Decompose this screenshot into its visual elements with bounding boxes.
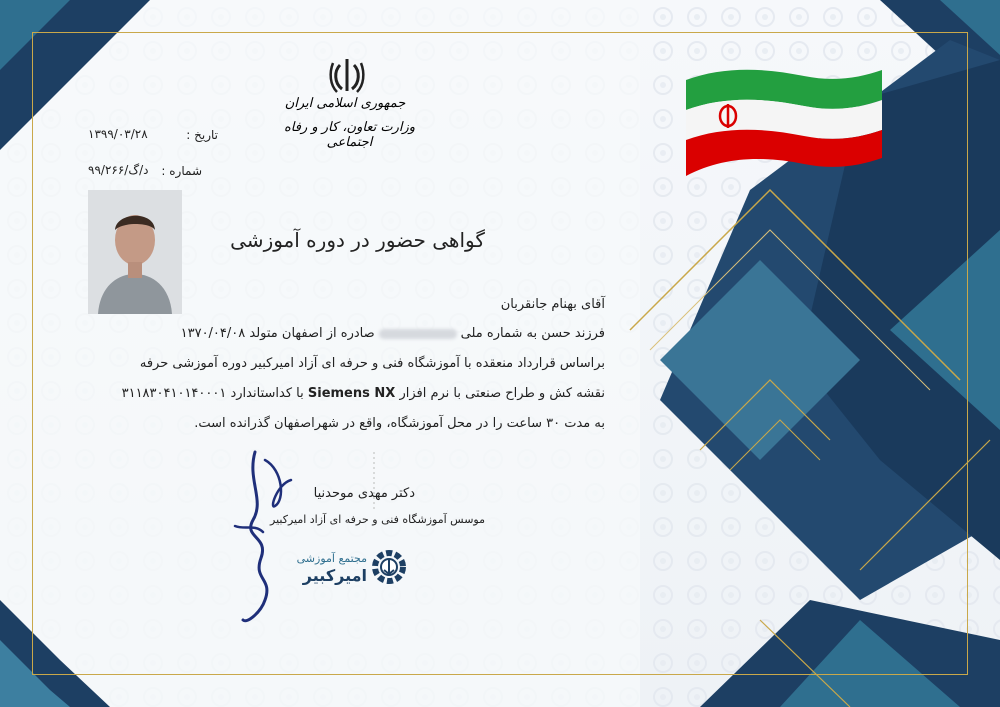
- software-name: Siemens NX: [307, 386, 396, 401]
- signatory-name: دکتر مهدی موحدنیا: [313, 486, 415, 501]
- iran-flag: [684, 58, 884, 188]
- body-line-1: [181, 326, 605, 341]
- body-line-3: [122, 386, 605, 401]
- number-label: شماره :: [161, 164, 202, 178]
- iran-emblem-icon: [328, 55, 366, 95]
- date-value: ۱۳۹۹/۰۳/۲۸: [88, 127, 148, 141]
- body-line-3-b: با کداستاندارد ۳۱۱۸۳۰۴۱۰۱۴۰۰۰۱: [121, 386, 304, 401]
- signature: [225, 440, 305, 630]
- body-line-4: به مدت ۳۰ ساعت را در محل آموزشگاه، واقع در شهراصفهان گذرانده است.: [194, 416, 605, 431]
- holder-name: آقای بهنام جانقربان: [500, 297, 605, 312]
- logo-line-1: مجتمع آموزشی: [296, 552, 367, 565]
- signature-divider: [372, 452, 376, 512]
- gear-logo-icon: [368, 546, 410, 588]
- redacted-id: [379, 329, 457, 339]
- date-label: تاریخ :: [186, 128, 218, 142]
- signatory-org: موسس آموزشگاه فنی و حرفه ای آزاد امیرکبیر: [270, 513, 485, 526]
- body-line-3-a: نقشه کش و طراح صنعتی با نرم افزار: [399, 386, 605, 401]
- logo-line-2: امیرکبیر: [302, 566, 367, 585]
- certificate-title: گواهی حضور در دوره آموزشی: [230, 228, 485, 252]
- holder-photo: [88, 190, 182, 314]
- body-line-1-a: فرزند حسن به شماره ملی: [460, 326, 605, 341]
- ministry-text: وزارت تعاون، کار و رفاه اجتماعی: [283, 120, 416, 150]
- republic-text: جمهوری اسلامی ایران: [284, 96, 406, 111]
- number-value: ۹۹/د/گ/۲۶۶: [88, 163, 149, 177]
- body-line-2: براساس قرارداد منعقده با آموزشگاه فنی و حرفه ای آزاد امیرکبیر دوره آموزشی حرفه: [139, 356, 605, 371]
- body-line-1-b: صادره از اصفهان متولد ۱۳۷۰/۰۴/۰۸: [180, 326, 375, 341]
